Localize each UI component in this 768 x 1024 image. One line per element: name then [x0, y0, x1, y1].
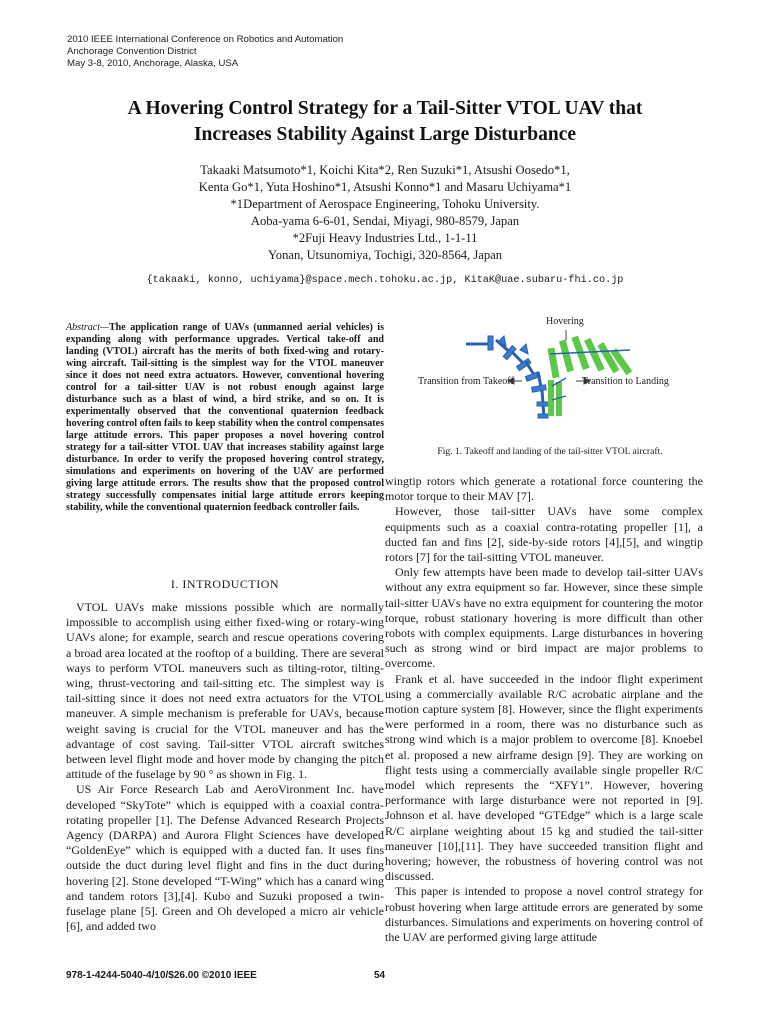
abstract-text: The application range of UAVs (unmanned aerial vehicles) is expanding along with performance upgrades. Vertical take-off and landing (VTOL) aircraft has the merits of both fixed-wing and rotary-wing aircraft. Tail-sitting is the simplest way for the VTOL maneuver since it does not need extra actuators. However, conventional hovering control for a tail-sitter UAV is not robust enough against large disturbance such as a blast of wind, a bird strike, and so on. It is experimentally observed that the conventional quaternion feedback hovering control often fails to keep stability when the control compensates large attitude errors. This paper proposes a novel hovering control strategy for a tail-sitter VTOL UAV that increases stability against large disturbance. In order to verify the proposed hovering control strategy, simulations and experiments on hovering of the UAV are performed giving large attitude errors. The results show that the proposed control strategy successfully compensates initial large attitude errors keeping stability, while the conventional quaternion feedback controller fails.	[66, 322, 384, 513]
authors-line-1: Takaaki Matsumoto*1, Koichi Kita*2, Ren Suzuki*1, Atsushi Oosedo*1,	[200, 163, 570, 177]
intro-paragraph-2: US Air Force Research Lab and AeroVironment Inc. have developed “SkyTote” which is equipped with a coaxial contra-rotating propeller [1]. The Defense Advanced Research Projects Agency (DARPA) and Aurora Flight Sciences have developed “GoldenEye” which is equipped with a ducted fan. It uses fins outside the duct during level flight and fins in the duct during hovering [2]. Stone developed “T-Wing” which has a canard wing and tandem rotors [3],[4]. Kubo and Suzuki proposed a twin-fuselage plane [5]. Green and Oh developed a micro air vehicle [6], and added two	[66, 782, 384, 934]
figure-1	[400, 310, 700, 440]
right-paragraph-3: Only few attempts have been made to develop tail-sitter UAVs without any extra equipment so far. However, since these simple tail-sitter UAVs have no extra equipment for countering the motor torque, robust stationary hovering is more difficult than other robots with complex equipments. Large disturbances in hovering such as strong wind or bird impact are major problems to overcome.	[385, 565, 703, 671]
right-paragraph-2: However, those tail-sitter UAVs have some complex equipments such as a coaxial contra-rotating propeller [1], a ducted fan and fins [2], side-by-side rotors [4],[5], and wingtip rotors [7] for the tail-sitting VTOL maneuver.	[385, 504, 703, 565]
author-emails: {takaaki, konno, uchiyama}@space.mech.tohoku.ac.jp, KitaK@uae.subaru-fhi.co.jp	[146, 275, 624, 286]
address-2: Yonan, Utsunomiya, Tochigi, 320-8564, Japan	[267, 248, 503, 262]
section-heading-introduction: I. INTRODUCTION	[170, 577, 280, 591]
figure-label-hovering: Hovering	[546, 316, 584, 327]
intro-paragraph-1: VTOL UAVs make missions possible which are normally impossible to accomplish using either fixed-wing or rotary-wing UAVs alone; for example, search and rescue operations covering a broad area located at the rooftop of a building. There are several ways to perform VTOL maneuvers such as tilting-rotor, tilting-wing, thrust-vectoring and tail-sitting etc. The simplest way is tail-sitting since it does not need extra actuators for the VTOL maneuver. A simple mechanism is preferable for UAVs, because weight saving is crucial for the VTOL maneuver and has the advantage of cost saving. Tail-sitter VTOL aircraft switches between level flight mode and hover mode by changing the pitch attitude of the fuselage by 90 ° as shown in Fig. 1.	[66, 600, 384, 782]
right-paragraph-4: Frank et al. have succeeded in the indoor flight experiment using a commercially available R/C acrobatic airplane and the motion capture system [8]. However, since the flight experiments were performed in a room, there was no disturbance such as strong wind which is a major problem to overcome [8]. Knoebel et al. proposed a new airframe design [9]. They are working on flight tests using a commercially available single propeller R/C model which represents the “XFY1”. However, hovering performance with large disturbance were not reported in [9]. Johnson et al. have developed “GTEdge” which is a large scale R/C airplane weighting about 15 kg and studied the tail-sitter maneuver [10],[11]. They have succeeded transition flight and hovering; however, the robustness of hovering control was not discussed.	[385, 671, 703, 884]
address-1: Aoba-yama 6-6-01, Sendai, Miyagi, 980-8579, Japan	[250, 214, 520, 228]
figure-label-landing: Transition to Landing	[582, 376, 669, 387]
right-paragraph-1: wingtip rotors which generate a rotational force countering the motor torque to their MAV [7].	[385, 474, 703, 504]
header-line-3: May 3-8, 2010, Anchorage, Alaska, USA	[67, 58, 239, 69]
abstract	[66, 322, 384, 514]
header-line-2: Anchorage Convention District	[67, 46, 197, 57]
right-paragraph-5: This paper is intended to propose a novel control strategy for robust hovering when large attitude errors are generated by some disturbances. Simulations and experiments on hovering control of the UAV are performed giving large attitude	[385, 884, 703, 945]
affiliation-1: *1Department of Aerospace Engineering, Tohoku University.	[230, 197, 540, 211]
conference-header	[67, 34, 343, 70]
figure-1-caption: Fig. 1. Takeoff and landing of the tail-sitter VTOL aircraft.	[437, 446, 663, 457]
abstract-label: Abstract—	[66, 322, 109, 333]
figure-1-illustration	[400, 310, 700, 440]
figure-label-takeoff: Transition from Takeoff	[418, 376, 514, 387]
left-column-body	[66, 600, 384, 934]
affiliation-2: *2Fuji Heavy Industries Ltd., 1-1-11	[292, 231, 478, 245]
paper-title	[70, 96, 700, 148]
title-line-2: Increases Stability Against Large Disturbance	[193, 124, 577, 145]
title-line-1: A Hovering Control Strategy for a Tail-Sitter VTOL UAV that	[127, 98, 643, 119]
footer-isbn: 978-1-4244-5040-4/10/$26.00 ©2010 IEEE	[66, 970, 257, 981]
header-line-1: 2010 IEEE International Conference on Robotics and Automation	[67, 34, 344, 45]
page-number: 54	[374, 970, 386, 981]
author-block	[70, 162, 700, 264]
right-column-body	[385, 474, 703, 945]
authors-line-2: Kenta Go*1, Yuta Hoshino*1, Atsushi Konno*1 and Masaru Uchiyama*1	[198, 180, 572, 194]
